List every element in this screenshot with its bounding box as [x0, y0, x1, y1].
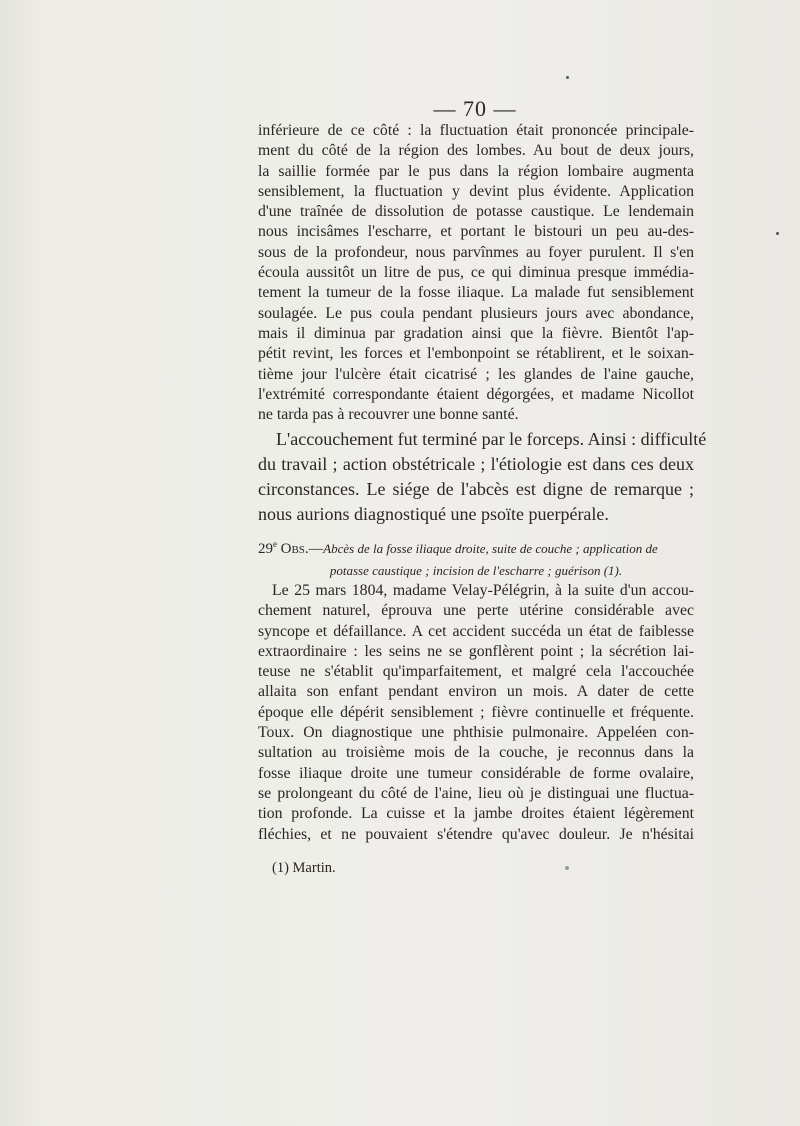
text-line: écoula aussitôt un litre de pus, ce qui diminua presque immédia- — [258, 264, 694, 282]
text-line: fosse iliaque droite une tumeur considérable de forme ovalaire, — [258, 764, 694, 782]
text-line: ment du côté de la région des lombes. Au bout de deux jours, — [258, 142, 694, 160]
text-line: fléchies, et ne pouvaient s'étendre qu'avec douleur. Je n'hésitai — [258, 825, 694, 843]
page-number — [0, 96, 800, 122]
text-line: d'une traînée de dissolution de potasse caustique. Le lendemain — [258, 203, 694, 221]
text-line: extraordinaire : les seins ne se gonflèrent point ; la sécrétion lai- — [258, 642, 694, 660]
observation-dash: — — [308, 540, 324, 557]
text-line: Toux. On diagnostique une phthisie pulmonaire. Appeléen con- — [258, 724, 694, 742]
text-line: syncope et défaillance. A cet accident succéda un état de faiblesse — [258, 622, 694, 640]
observation-heading — [258, 533, 694, 582]
text-line: tement la tumeur de la fosse iliaque. La malade fut sensiblement — [258, 284, 694, 302]
page-number-text: — 70 — — [433, 96, 517, 121]
observation-number-suffix: e — [273, 539, 277, 549]
text-line: ne tarda pas à recouvrer une bonne santé. — [258, 406, 519, 424]
text-line: L'accouchement fut terminé par le forceps. Ainsi : difficulté — [276, 429, 707, 449]
text-line: soulagée. Le pus coula pendant plusieurs jours avec abondance, — [258, 304, 694, 322]
text-line: allaita son enfant pendant environ un mois. A dater de cette — [258, 683, 694, 701]
text-line: chement naturel, éprouva une perte utérine considérable avec — [258, 602, 694, 620]
text-line: inférieure de ce côté : la fluctuation était prononcée principale- — [258, 122, 694, 139]
text-line: sultation au troisième mois de la couche, je reconnus dans la — [258, 744, 694, 762]
text-line: circonstances. Le siége de l'abcès est digne de remarque ; — [258, 479, 694, 499]
text-line: nous incisâmes l'escharre, et portant le bistouri un peu au-des- — [258, 223, 694, 241]
text-line: sous de la profondeur, nous parvînmes au foyer purulent. Il s'en — [258, 243, 694, 261]
text-line: pétit revint, les forces et l'embonpoint se rétablirent, et le soixan- — [258, 345, 694, 363]
paper-speck — [566, 76, 569, 79]
text-line: tième jour l'ulcère était cicatrisé ; les glandes de l'aine gauche, — [258, 365, 694, 383]
paragraph-continuation — [258, 121, 694, 425]
text-line: la saillie formée par le pus dans la région lombaire augmenta — [258, 162, 694, 180]
text-line: sensiblement, la fluctuation y devint plus évidente. Application — [258, 182, 694, 200]
text-line: époque elle dépérit sensiblement ; fièvre continuelle et fréquente. — [258, 703, 694, 721]
text-line: Le 25 mars 1804, madame Velay-Pélégrin, à la suite d'un accou- — [272, 582, 694, 599]
observation-paragraph — [258, 581, 694, 845]
text-line: nous aurions diagnostiqué une psoïte puerpérale. — [258, 504, 609, 524]
observation-label: Obs. — [280, 540, 309, 557]
text-line: du travail ; action obstétricale ; l'étiologie est dans ces deux — [258, 454, 694, 474]
paper-speck — [565, 866, 569, 870]
text-line: se prolongeant du côté de l'aine, lieu où je distinguai une fluctua- — [258, 784, 694, 802]
footnote: (1) Martin. — [272, 860, 336, 876]
commentary-paragraph — [258, 427, 707, 527]
observation-title-line2: potasse caustique ; incision de l'escharre ; guérison (1). — [329, 562, 623, 578]
text-line: tion profonde. La cuisse et la jambe droites étaient légèrement — [258, 805, 694, 823]
paper-speck — [776, 232, 779, 235]
observation-title-line1: Abcès de la fosse iliaque droite, suite de couche ; application de — [323, 540, 658, 556]
text-line: mais il diminua par gradation ainsi que la fièvre. Bientôt l'ap- — [258, 324, 694, 342]
text-line: teuse ne s'établit qu'imparfaitement, et malgré cela l'accouchée — [258, 663, 694, 681]
observation-number: 29 — [258, 540, 273, 557]
text-line: l'extrémité correspondante étaient dégorgées, et madame Nicollot — [258, 385, 694, 403]
